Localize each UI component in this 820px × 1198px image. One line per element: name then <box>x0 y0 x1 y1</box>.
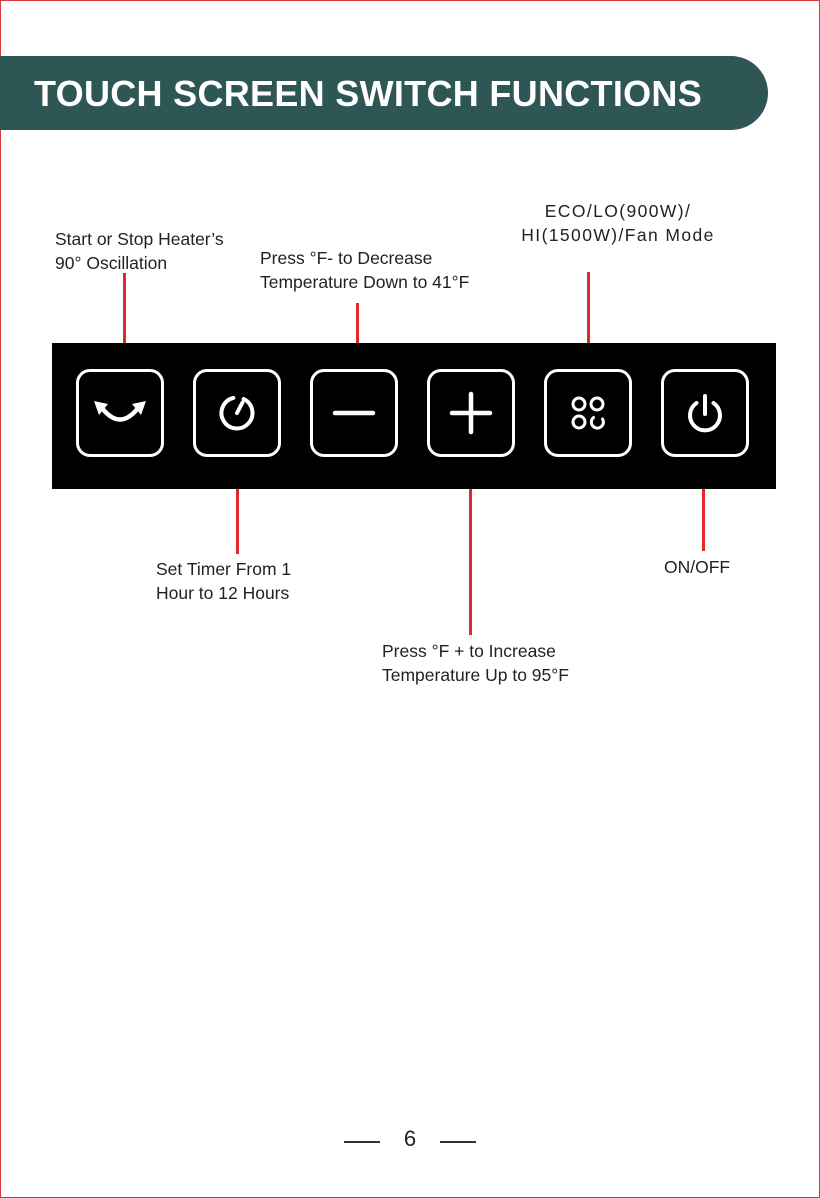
page-number: 6 <box>403 1126 417 1151</box>
temp-up-callout-line2: Temperature Up to 95°F <box>382 665 569 685</box>
mode-callout-line1: ECO/LO(900W)/ <box>544 201 692 221</box>
footer-rule-right <box>440 1141 476 1143</box>
oscillation-icon <box>90 393 150 433</box>
timer-callout-line2: Hour to 12 Hours <box>156 583 290 603</box>
minus-icon <box>332 391 376 435</box>
temp-down-callout-line1: Press °F- to Decrease <box>260 248 433 268</box>
temp-down-callout <box>260 246 469 294</box>
mode-callout-line2: HI(1500W)/Fan Mode <box>521 225 715 245</box>
timer-button[interactable] <box>193 369 281 457</box>
power-callout <box>664 555 730 579</box>
plus-icon <box>449 391 493 435</box>
title-banner <box>0 56 768 130</box>
timer-callout <box>156 557 291 605</box>
plus-button[interactable] <box>427 369 515 457</box>
oscillation-callout-line2: 90° Oscillation <box>55 253 168 273</box>
control-panel <box>52 343 776 489</box>
oscillation-callout-line1: Start or Stop Heater’s <box>55 229 224 249</box>
power-button[interactable] <box>661 369 749 457</box>
page-title: TOUCH SCREEN SWITCH FUNCTIONS <box>34 73 703 114</box>
footer-rule-left <box>344 1141 380 1143</box>
mode-callout <box>508 199 728 247</box>
timer-icon <box>215 391 259 435</box>
power-callout-line1: ON/OFF <box>664 557 731 577</box>
temp-up-callout-line1: Press °F + to Increase <box>382 641 556 661</box>
temp-up-callout <box>382 639 569 687</box>
oscillation-button[interactable] <box>76 369 164 457</box>
temp-down-callout-line2: Temperature Down to 41°F <box>260 272 470 292</box>
mode-button[interactable] <box>544 369 632 457</box>
mode-icon <box>566 391 610 435</box>
minus-button[interactable] <box>310 369 398 457</box>
oscillation-callout <box>55 227 224 275</box>
temp-up-leader-line <box>469 467 472 635</box>
timer-callout-line1: Set Timer From 1 <box>156 559 292 579</box>
power-icon <box>683 391 727 435</box>
